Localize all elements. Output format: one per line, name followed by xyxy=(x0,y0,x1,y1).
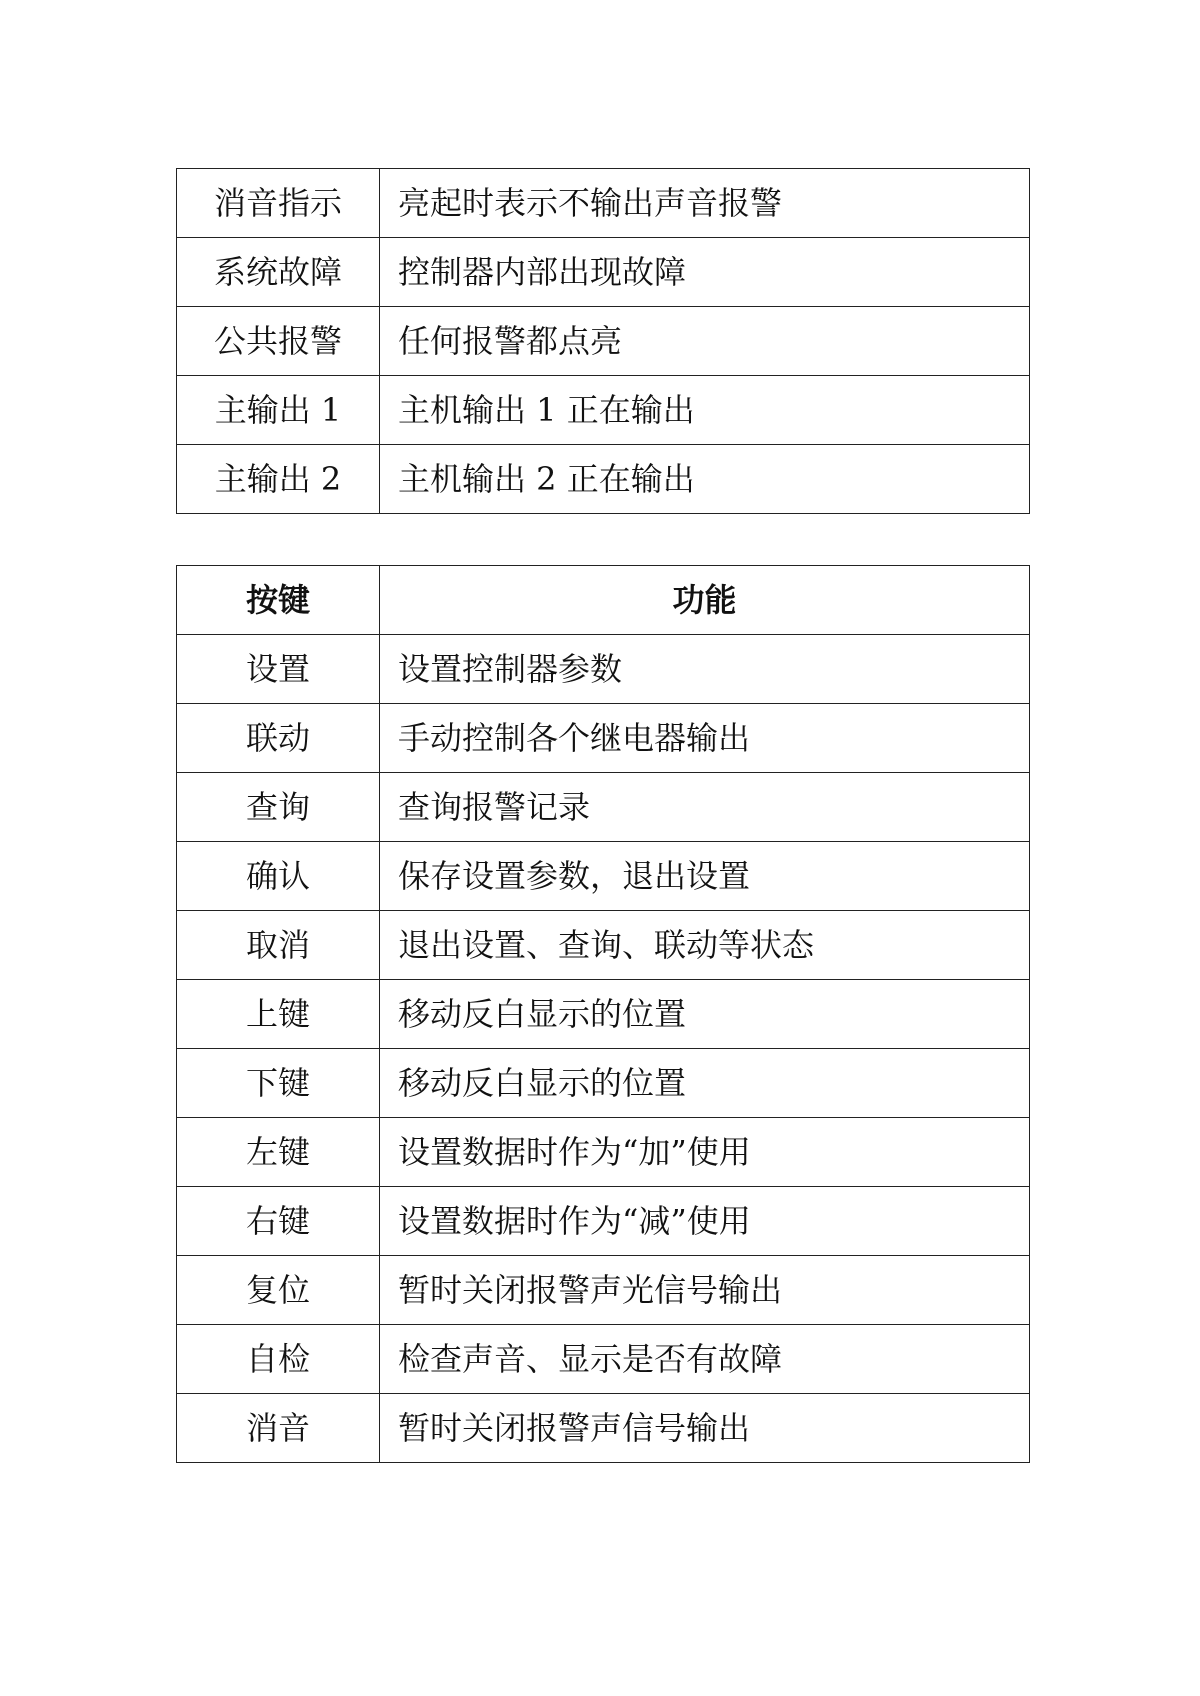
table-row xyxy=(177,1325,1030,1394)
key-name: 上键 xyxy=(177,980,380,1049)
table-row xyxy=(177,842,1030,911)
table-row xyxy=(177,1118,1030,1187)
table-row xyxy=(177,376,1030,445)
table-row xyxy=(177,1394,1030,1463)
table-row xyxy=(177,238,1030,307)
indicator-name: 主输出 2 xyxy=(177,445,380,514)
indicator-description: 主机输出 1 正在输出 xyxy=(380,376,1030,445)
key-function: 手动控制各个继电器输出 xyxy=(380,704,1030,773)
table-row xyxy=(177,1256,1030,1325)
table-row xyxy=(177,980,1030,1049)
key-function: 移动反白显示的位置 xyxy=(380,980,1030,1049)
key-function: 设置控制器参数 xyxy=(380,635,1030,704)
key-name: 设置 xyxy=(177,635,380,704)
indicator-name: 系统故障 xyxy=(177,238,380,307)
indicator-name: 主输出 1 xyxy=(177,376,380,445)
table-row xyxy=(177,704,1030,773)
key-function: 暂时关闭报警声光信号输出 xyxy=(380,1256,1030,1325)
header-function: 功能 xyxy=(380,566,1030,635)
key-name: 右键 xyxy=(177,1187,380,1256)
key-name: 联动 xyxy=(177,704,380,773)
indicator-description: 控制器内部出现故障 xyxy=(380,238,1030,307)
header-key: 按键 xyxy=(177,566,380,635)
key-name: 下键 xyxy=(177,1049,380,1118)
table-row xyxy=(177,1049,1030,1118)
indicator-name: 消音指示 xyxy=(177,169,380,238)
key-name: 左键 xyxy=(177,1118,380,1187)
table-row xyxy=(177,911,1030,980)
key-function: 退出设置、查询、联动等状态 xyxy=(380,911,1030,980)
key-function: 保存设置参数，退出设置 xyxy=(380,842,1030,911)
key-function-table xyxy=(176,565,1030,1463)
table-row xyxy=(177,635,1030,704)
indicator-description: 主机输出 2 正在输出 xyxy=(380,445,1030,514)
indicator-description: 亮起时表示不输出声音报警 xyxy=(380,169,1030,238)
key-function: 查询报警记录 xyxy=(380,773,1030,842)
key-name: 复位 xyxy=(177,1256,380,1325)
key-function: 检查声音、显示是否有故障 xyxy=(380,1325,1030,1394)
key-name: 确认 xyxy=(177,842,380,911)
table-row xyxy=(177,445,1030,514)
key-function: 设置数据时作为“加”使用 xyxy=(380,1118,1030,1187)
indicator-name: 公共报警 xyxy=(177,307,380,376)
indicator-description: 任何报警都点亮 xyxy=(380,307,1030,376)
key-function: 暂时关闭报警声信号输出 xyxy=(380,1394,1030,1463)
key-name: 取消 xyxy=(177,911,380,980)
key-function: 移动反白显示的位置 xyxy=(380,1049,1030,1118)
table-header-row xyxy=(177,566,1030,635)
table-row xyxy=(177,307,1030,376)
key-function: 设置数据时作为“减”使用 xyxy=(380,1187,1030,1256)
key-name: 消音 xyxy=(177,1394,380,1463)
key-name: 查询 xyxy=(177,773,380,842)
table-row xyxy=(177,1187,1030,1256)
table-row xyxy=(177,773,1030,842)
key-name: 自检 xyxy=(177,1325,380,1394)
indicator-table xyxy=(176,168,1030,514)
table-row xyxy=(177,169,1030,238)
